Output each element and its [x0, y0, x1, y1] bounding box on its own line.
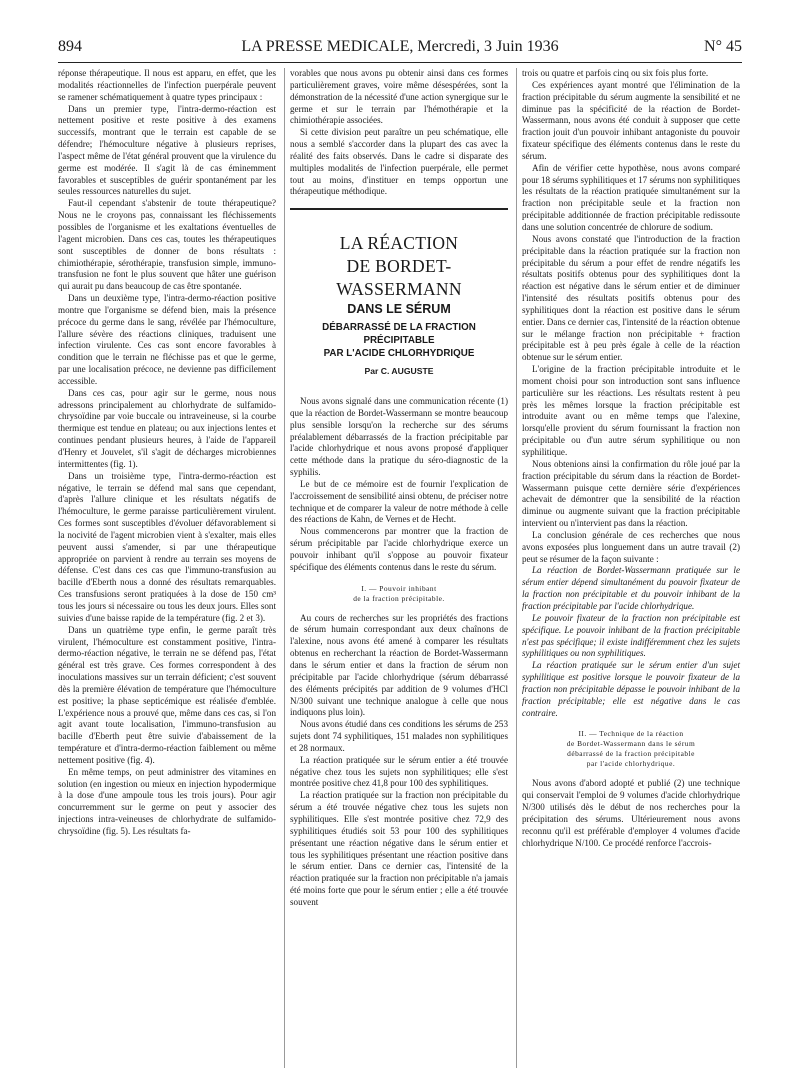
paragraph: L'origine de la fraction précipitable introduite et le moment choisi pour son introduction sont sans influence particulière sur les réactions. Les résultats restent à peu près les mêmes lorsque la fraction précipitable est introduite avant ou en même temps que l'alexine, lorsqu'elle provient du sérum fournissant la fraction non précipitable ou d'un autre sérum syphilitique ou non syphilitique.	[522, 364, 740, 457]
section-heading-line: par l'acide chlorhydrique.	[586, 759, 676, 769]
paragraph: Dans un premier type, l'intra-dermo-réaction est nettement positive et reste positive à des examens successifs, montrant que le terrain est capable de se défendre; l'hémoculture négative à plusieurs reprises, l'aspect même de l'état général prouvent que la virulence du germe est modérée. Il s'agit là de cas éminemment favorables et susceptibles de guérir spontanément par les seules ressources naturelles du sujet.	[58, 103, 276, 197]
paragraph: Dans ces cas, pour agir sur le germe, nous nous adressons principalement au chlorhydrate de sulfamido-chrysoïdine par voie buccale ou intraveineuse, si la courbe thermique est tendue en plateau; ou aux injections lentes et continues pendant plusieurs heures, à l'aide de l'appareil d'Henry et Jouvelet, s'il s'agit de décharges microbiennes intermittentes (fig. 1).	[58, 387, 276, 469]
paragraph: Le but de ce mémoire est de fournir l'explication de l'accroissement de sensibilité ainsi obtenu, de préciser notre technique et de comparer la valeur de notre méthode à celle des réactions de Kahn, de Vernes et de Hecht.	[290, 478, 508, 525]
article-title-line: DE BORDET-WASSERMANN	[336, 256, 462, 300]
article-title-line: DANS LE SÉRUM	[347, 302, 451, 317]
paragraph: Au cours de recherches sur les propriétés des fractions de sérum humain correspondant aux deux chaînons de l'alexine, nous avons été amené à comparer les résultats obtenus en recherchant la réaction de Bordet-Wassermann dans le sérum entier et dans la fraction de sérum non précipitable par l'acide chlorhydrique (sérum débarrassé des éléments précipités par addition de 9 volumes d'HCl N/300 suivant une technique analogue à celle que nous indiquons plus loin).	[290, 612, 508, 718]
article-subtitle-line: PRÉCIPITABLE	[363, 335, 435, 347]
paragraph: La réaction pratiquée sur le sérum entier a été trouvée négative chez tous les sujets non syphilitiques; elle s'est montrée positive chez 41,8 pour 100 des syphilitiques.	[290, 754, 508, 789]
italic-text: Le pouvoir fixateur de la fraction non précipitable est spécifique. Le pouvoir inhibant de la fraction précipitable n'est pas spécifique; il existe indifféremment chez les sujets syphilitiques ou non syphilitiques.	[522, 612, 740, 659]
paragraph: Dans un quatrième type enfin, le germe paraît très virulent, l'hémoculture est constamment positive, l'intra-dermo-réaction négative, le terrain ne se défend pas, l'état général est très grave. Ces formes correspondent à des inoculations massives sur un terrain déficient; c'est souvent dès la première élévation de température que l'hémoculture est positive; la phase septicémique est réalisée d'emblée. L'expérience nous a prouvé que, même dans ces cas, si l'on agit avant toute localisation, l'immuno-transfusion au bacille d'Eberth peut être suivie d'abaissement de la température et d'intra-dermo-réaction faiblement ou même nettement positive (fig. 4).	[58, 624, 276, 765]
article-subtitle-line: PAR L'ACIDE CHLORHYDRIQUE	[323, 348, 475, 360]
section-heading-line: de Bordet-Wassermann dans le sérum	[566, 739, 696, 749]
page-header	[58, 38, 742, 58]
paragraph: Nous avons étudié dans ces conditions les sérums de 253 sujets dont 74 syphilitiques, 151 malades non syphilitiques et 28 normaux.	[290, 719, 508, 753]
italic-text: La réaction de Bordet-Wassermann pratiquée sur le sérum entier dépend simultanément du pouvoir fixateur de la fraction non précipitable et du pouvoir inhibant de la fraction précipitable par l'acide chlorhydrique.	[522, 565, 740, 611]
column-1	[58, 68, 276, 838]
section-heading	[522, 729, 740, 769]
header-rule	[58, 62, 742, 63]
paragraph: vorables que nous avons pu obtenir ainsi dans ces formes particulièrement graves, voire même désespérées, sont la démonstration de la nécessité d'une action synergique sur le germe et sur le terrain par l'hémothérapie et la chimiothérapie associées.	[290, 68, 508, 126]
issue-number: N° 45	[704, 38, 742, 55]
paragraph: Ces expériences ayant montré que l'élimination de la fraction précipitable du sérum augmente la sensibilité et ne diminue pas la spécificité de la réaction de Bordet-Wassermann, nous avons été conduit à supposer que cette fraction jouit d'un pouvoir inhibant antagoniste du pouvoir fixateur spécifique des éléments contenus dans le reste du sérum.	[522, 79, 740, 161]
paragraph: Nous avons signalé dans une communication récente (1) que la réaction de Bordet-Wassermann se montre beaucoup plus sensible lorsqu'on la recherche sur des sérums préalablement débarrassés de la fraction précipitable par l'acide chlorhydrique et nous avons proposé d'appliquer cette méthode dans la pratique du séro-diagnostic de la syphilis.	[290, 395, 508, 478]
article-subtitle-line: DÉBARRASSÉ DE LA FRACTION	[322, 322, 476, 334]
section-heading-line: de la fraction précipitable.	[353, 593, 445, 603]
paragraph: Nous commencerons par montrer que la fraction de sérum précipitable par l'acide chlorhydrique exerce un pouvoir inhibant qu'il s'oppose au pouvoir fixateur spécifique des éléments contenus dans le reste du sérum.	[290, 526, 508, 572]
page-number: 894	[58, 38, 82, 55]
paragraph: Dans un troisième type, l'intra-dermo-réaction est négative, le terrain se défend mal sans que cependant, d'après l'allure clinique et les résultats négatifs de l'hémoculture, le germe paraisse particulièrement virulent. Ces formes sont susceptibles d'évoluer défavorablement si la nocivité de l'agent microbien vient à s'exalter, mais elles peuvent aussi s'amender, si par une thérapeutique appropriée on parvient à rendre au terrain ses moyens de défense. C'est dans ces cas que l'immuno-transfusion au bacille d'Eberth nous a donné des résultats remarquables. Ces transfusions seront pratiquées à la dose de 150 cm³ tous les jours si nécessaire ou tous les deux jours. Elles sont suivies d'une baisse rapide de la température (fig. 2 et 3).	[58, 470, 276, 623]
section-heading-line: I. — Pouvoir inhibant	[361, 583, 437, 593]
section-heading	[290, 584, 508, 604]
paragraph: Afin de vérifier cette hypothèse, nous avons comparé pour 18 sérums syphilitiques et 17 sérums non syphilitiques les résultats de la réaction pratiquée simultanément sur la fraction non précipitable seule et la fraction non précipitable additionnée de fraction précipitable redissoute dans une solution concentrée de chlorure de sodium.	[522, 162, 740, 232]
paragraph: La conclusion générale de ces recherches que nous avons exposées plus longuement dans un autre travail (2) peut se résumer de la façon suivante :	[522, 529, 740, 564]
journal-line: LA PRESSE MEDICALE, Mercredi, 3 Juin 1936	[241, 38, 559, 55]
paragraph: Dans un deuxième type, l'intra-dermo-réaction positive montre que l'organisme se défend bien, mais la présence précoce du germe dans le sang, révélée par l'hémoculture, l'allure sévère des réactions cliniques, traduisent une infection virulente. Ces cas sont encore favorables à condition que le terrain ne fléchisse pas et que le germe, par une localisation précoce, ne devienne pas difficilement accessible.	[58, 293, 276, 386]
conclusion-paragraph	[522, 565, 740, 612]
paragraph: Nous obtenions ainsi la confirmation du rôle joué par la fraction précipitable du sérum dans la réaction de Bordet-Wassermann puisque cette dernière série d'expériences achevait de démontrer que la sensibilité de la réaction diminue ou augmente suivant que la fraction précipitable intervient ou n'intervient pas dans la réaction.	[522, 458, 740, 529]
paragraph: Nous avons d'abord adopté et publié (2) une technique qui conservait l'emploi de 9 volumes d'acide chlorhydrique N/300 utilisés dès le début de nos recherches pour la précipitation des sérums. Ultérieurement nous avons reconnu qu'il est préférable d'employer 4 volumes d'acide chlorhydrique N/100. Ce procédé renforce l'accrois-	[522, 778, 740, 848]
conclusion-paragraph	[522, 660, 740, 719]
article-subtitle	[290, 321, 508, 360]
paragraph: réponse thérapeutique. Il nous est apparu, en effet, que les modalités réactionnelles de l'infection puerpérale peuvent se ramener schématiquement à quatre types principaux :	[58, 68, 276, 102]
column-3	[522, 68, 740, 849]
article-author: Par C. AUGUSTE	[364, 366, 434, 377]
section-heading-line: débarrassé de la fraction précipitable	[567, 749, 695, 759]
column-divider	[284, 68, 285, 1068]
section-heading-line: II. — Technique de la réaction	[578, 729, 684, 739]
paragraph: La réaction pratiquée sur la fraction non précipitable du sérum a été trouvée négative chez tous les sujets non syphilitiques. Elle s'est montrée positive chez 72,9 des syphilitiques étudiés soit 53 pour 100 des syphilitiques présentant une réaction négative dans le sérum entier et tous les syphilitiques présentant une réaction positive dans le sérum entier. Dans ce dernier cas, l'intensité de la réaction pratiquée sur la fraction non précipitable n'a jamais été moins forte que pour le sérum entier ; elle a été trouvée souvent	[290, 790, 508, 907]
paragraph: trois ou quatre et parfois cinq ou six fois plus forte.	[522, 68, 709, 78]
conclusion-paragraph	[522, 613, 740, 660]
paragraph: Nous avons constaté que l'introduction de la fraction précipitable dans la réaction pratiquée sur la fraction non précipitable du sérum a pour effet de rendre négatifs les résultats positifs obtenus pour des syphilitiques dont la réaction est négative dans le sérum entier et de diminuer l'intensité des résultats positifs obtenus pour des syphilitiques dont la réaction est positive dans le sérum entier. Dans ce dernier cas, l'intensité de la réaction obtenue sur le mélange fraction non précipitable + fraction précipitable est à peu près égale à celle de la réaction obtenue sur le sérum entier.	[522, 233, 740, 363]
article-title-block	[290, 208, 508, 396]
paragraph: Faut-il cependant s'abstenir de toute thérapeutique? Nous ne le croyons pas, connaissant les fléchissements possibles de l'organisme et les exaltations éventuelles de l'agent microbien. Dans ces cas, toutes les thérapeutiques sont susceptibles de donner de bons résultats : chimiothérapie, sérothérapie, transfusion simple, immuno-transfusion ne font le plus souvent que hâter une guérison qui aurait pu dans beaucoup de cas être spontanée.	[58, 198, 276, 292]
paragraph: Si cette division peut paraître un peu schématique, elle nous a semblé s'accorder dans la plupart des cas avec la réalité des faits observés. Dans le cadre si disparate des multiples modalités de l'infection puerpérale, elle permet tout au moins, d'instituer en temps opportun une thérapeutique méthodique.	[290, 127, 508, 197]
column-divider	[516, 68, 517, 1068]
paragraph: En même temps, on peut administrer des vitamines en solution (en ingestion ou mieux en injection hypodermique à la dose d'une ampoule tous les trois jours). Pour agir concurremment sur le germe on peut y associer des injections intra-veineuses de chlorhydrate de sulfamido-chrysoïdine (fig. 5). Les résultats fa-	[58, 766, 276, 836]
column-2	[290, 68, 508, 909]
italic-text: La réaction pratiquée sur le sérum entier d'un sujet syphilitique est positive lorsque le pouvoir fixateur de la fraction non précipitable dépasse le pouvoir inhibant de la fraction précipitable; elle est négative dans le cas contraire.	[522, 660, 740, 718]
article-title-line: LA RÉACTION	[339, 233, 459, 254]
